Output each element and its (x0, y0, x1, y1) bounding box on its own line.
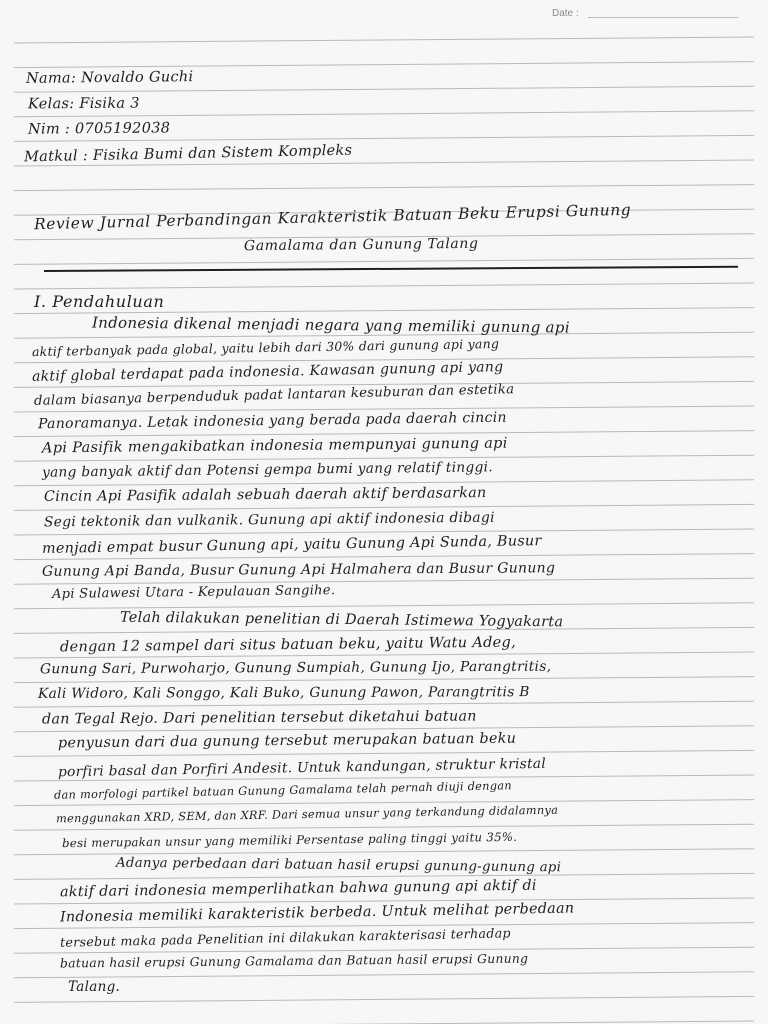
date-label: Date : (552, 8, 579, 19)
ruled-line (14, 800, 754, 806)
ruled-line (14, 677, 754, 683)
ruled-line (14, 824, 754, 830)
section-heading: I. Pendahuluan (34, 292, 165, 311)
student-nim: Nim : 0705192038 (27, 120, 171, 138)
body-line: Adanya perbedaan dari batuan hasil erupsi gunung-gunung api (115, 855, 562, 876)
review-title-line-2: Gamalama dan Gunung Talang (243, 235, 479, 255)
body-line: Indonesia memiliki karakteristik berbeda. Untuk melihat perbedaan (59, 900, 575, 926)
body-line: aktif dari indonesia memperlihatkan bahwa gunung api aktif di (59, 877, 537, 901)
ruled-line (14, 750, 754, 756)
body-line: porfiri basal dan Porfiri Andesit. Untuk kandungan, struktur kristal (57, 755, 547, 781)
ruled-line (14, 972, 754, 978)
body-line: penyusun dari dua gunung tersebut merupakan batuan beku (57, 730, 517, 752)
date-field-line (588, 17, 738, 18)
body-line: tersebut maka pada Penelitian ini dilakukan karakterisasi terhadap (59, 925, 511, 950)
ruled-line (14, 701, 754, 707)
body-line: Segi tektonik dan vulkanik. Gunung api aktif indonesia dibagi (43, 509, 495, 531)
ruled-line (14, 62, 754, 68)
body-line: dan Tegal Rejo. Dari penelitian tersebut diketahui batuan (41, 708, 477, 728)
body-line: Gunung Api Banda, Busur Gunung Api Halmahera dan Busur Gunung (41, 560, 556, 580)
course-name: Matkul : Fisika Bumi dan Sistem Kompleks (23, 142, 353, 166)
body-line: menggunakan XRD, SEM, dan XRF. Dari semua unsur yang terkandung didalamnya (55, 803, 559, 826)
ruled-line (14, 258, 754, 264)
body-line: aktif terbanyak pada global, yaitu lebih dari 30% dari gunung api yang (31, 335, 500, 360)
ruled-line (14, 873, 754, 879)
ruled-line (14, 86, 754, 92)
body-line: dalam biasanya berpenduduk padat lantaran kesuburan dan estetika (33, 382, 515, 409)
body-line: yang banyak aktif dan Potensi gempa bumi yang relatif tinggi. (41, 459, 494, 481)
student-name: Nama: Novaldo Guchi (25, 69, 194, 87)
body-line: Talang. (68, 979, 121, 995)
body-line: menjadi empat busur Gunung api, yaitu Gunung Api Sunda, Busur (41, 533, 542, 557)
body-line: Gunung Sari, Purwoharjo, Gunung Sumpiah, Gunung Ijo, Parangtritis, (39, 658, 552, 678)
ruled-line (14, 529, 754, 535)
ruled-line (14, 283, 754, 289)
body-line: Panoramanya. Letak indonesia yang berada pada daerah cincin (37, 409, 507, 433)
body-line: dan morfologi partikel batuan Gunung Gamalama telah pernah diuji dengan (53, 779, 513, 802)
body-line: Indonesia dikenal menjadi negara yang memiliki gunung api (91, 313, 570, 337)
body-line: dengan 12 sampel dari situs batuan beku, yaitu Watu Adeg, (59, 634, 517, 656)
ruled-line (14, 996, 754, 1002)
ruled-line (14, 480, 754, 486)
body-line: aktif global terdapat pada indonesia. Kawasan gunung api yang (31, 359, 504, 385)
ruled-line (14, 849, 754, 855)
ruled-line (14, 37, 754, 43)
body-line: Telah dilakukan penelitian di Daerah Istimewa Yogyakarta (119, 609, 564, 631)
student-class: Kelas: Fisika 3 (27, 95, 140, 113)
review-title-line-1: Review Jurnal Perbandingan Karakteristik Batuan Beku Erupsi Gunung (33, 200, 632, 234)
body-line: Api Sulawesi Utara - Kepulauan Sangihe. (51, 583, 336, 602)
body-line: besi merupakan unsur yang memiliki Persentase paling tinggi yaitu 35%. (61, 829, 518, 851)
ruled-line (14, 431, 754, 437)
ruled-line (14, 504, 754, 510)
body-line: Kali Widoro, Kali Songgo, Kali Buko, Gunung Pawon, Parangtritis B (37, 684, 530, 702)
ruled-line (14, 603, 754, 609)
body-line: batuan hasil erupsi Gunung Gamalama dan Batuan hasil erupsi Gunung (59, 951, 529, 971)
body-line: Api Pasifik mengakibatkan indonesia mempunyai gunung api (41, 435, 508, 457)
body-line: Cincin Api Pasifik adalah sebuah daerah aktif berdasarkan (43, 485, 487, 505)
ruled-line (14, 185, 754, 191)
